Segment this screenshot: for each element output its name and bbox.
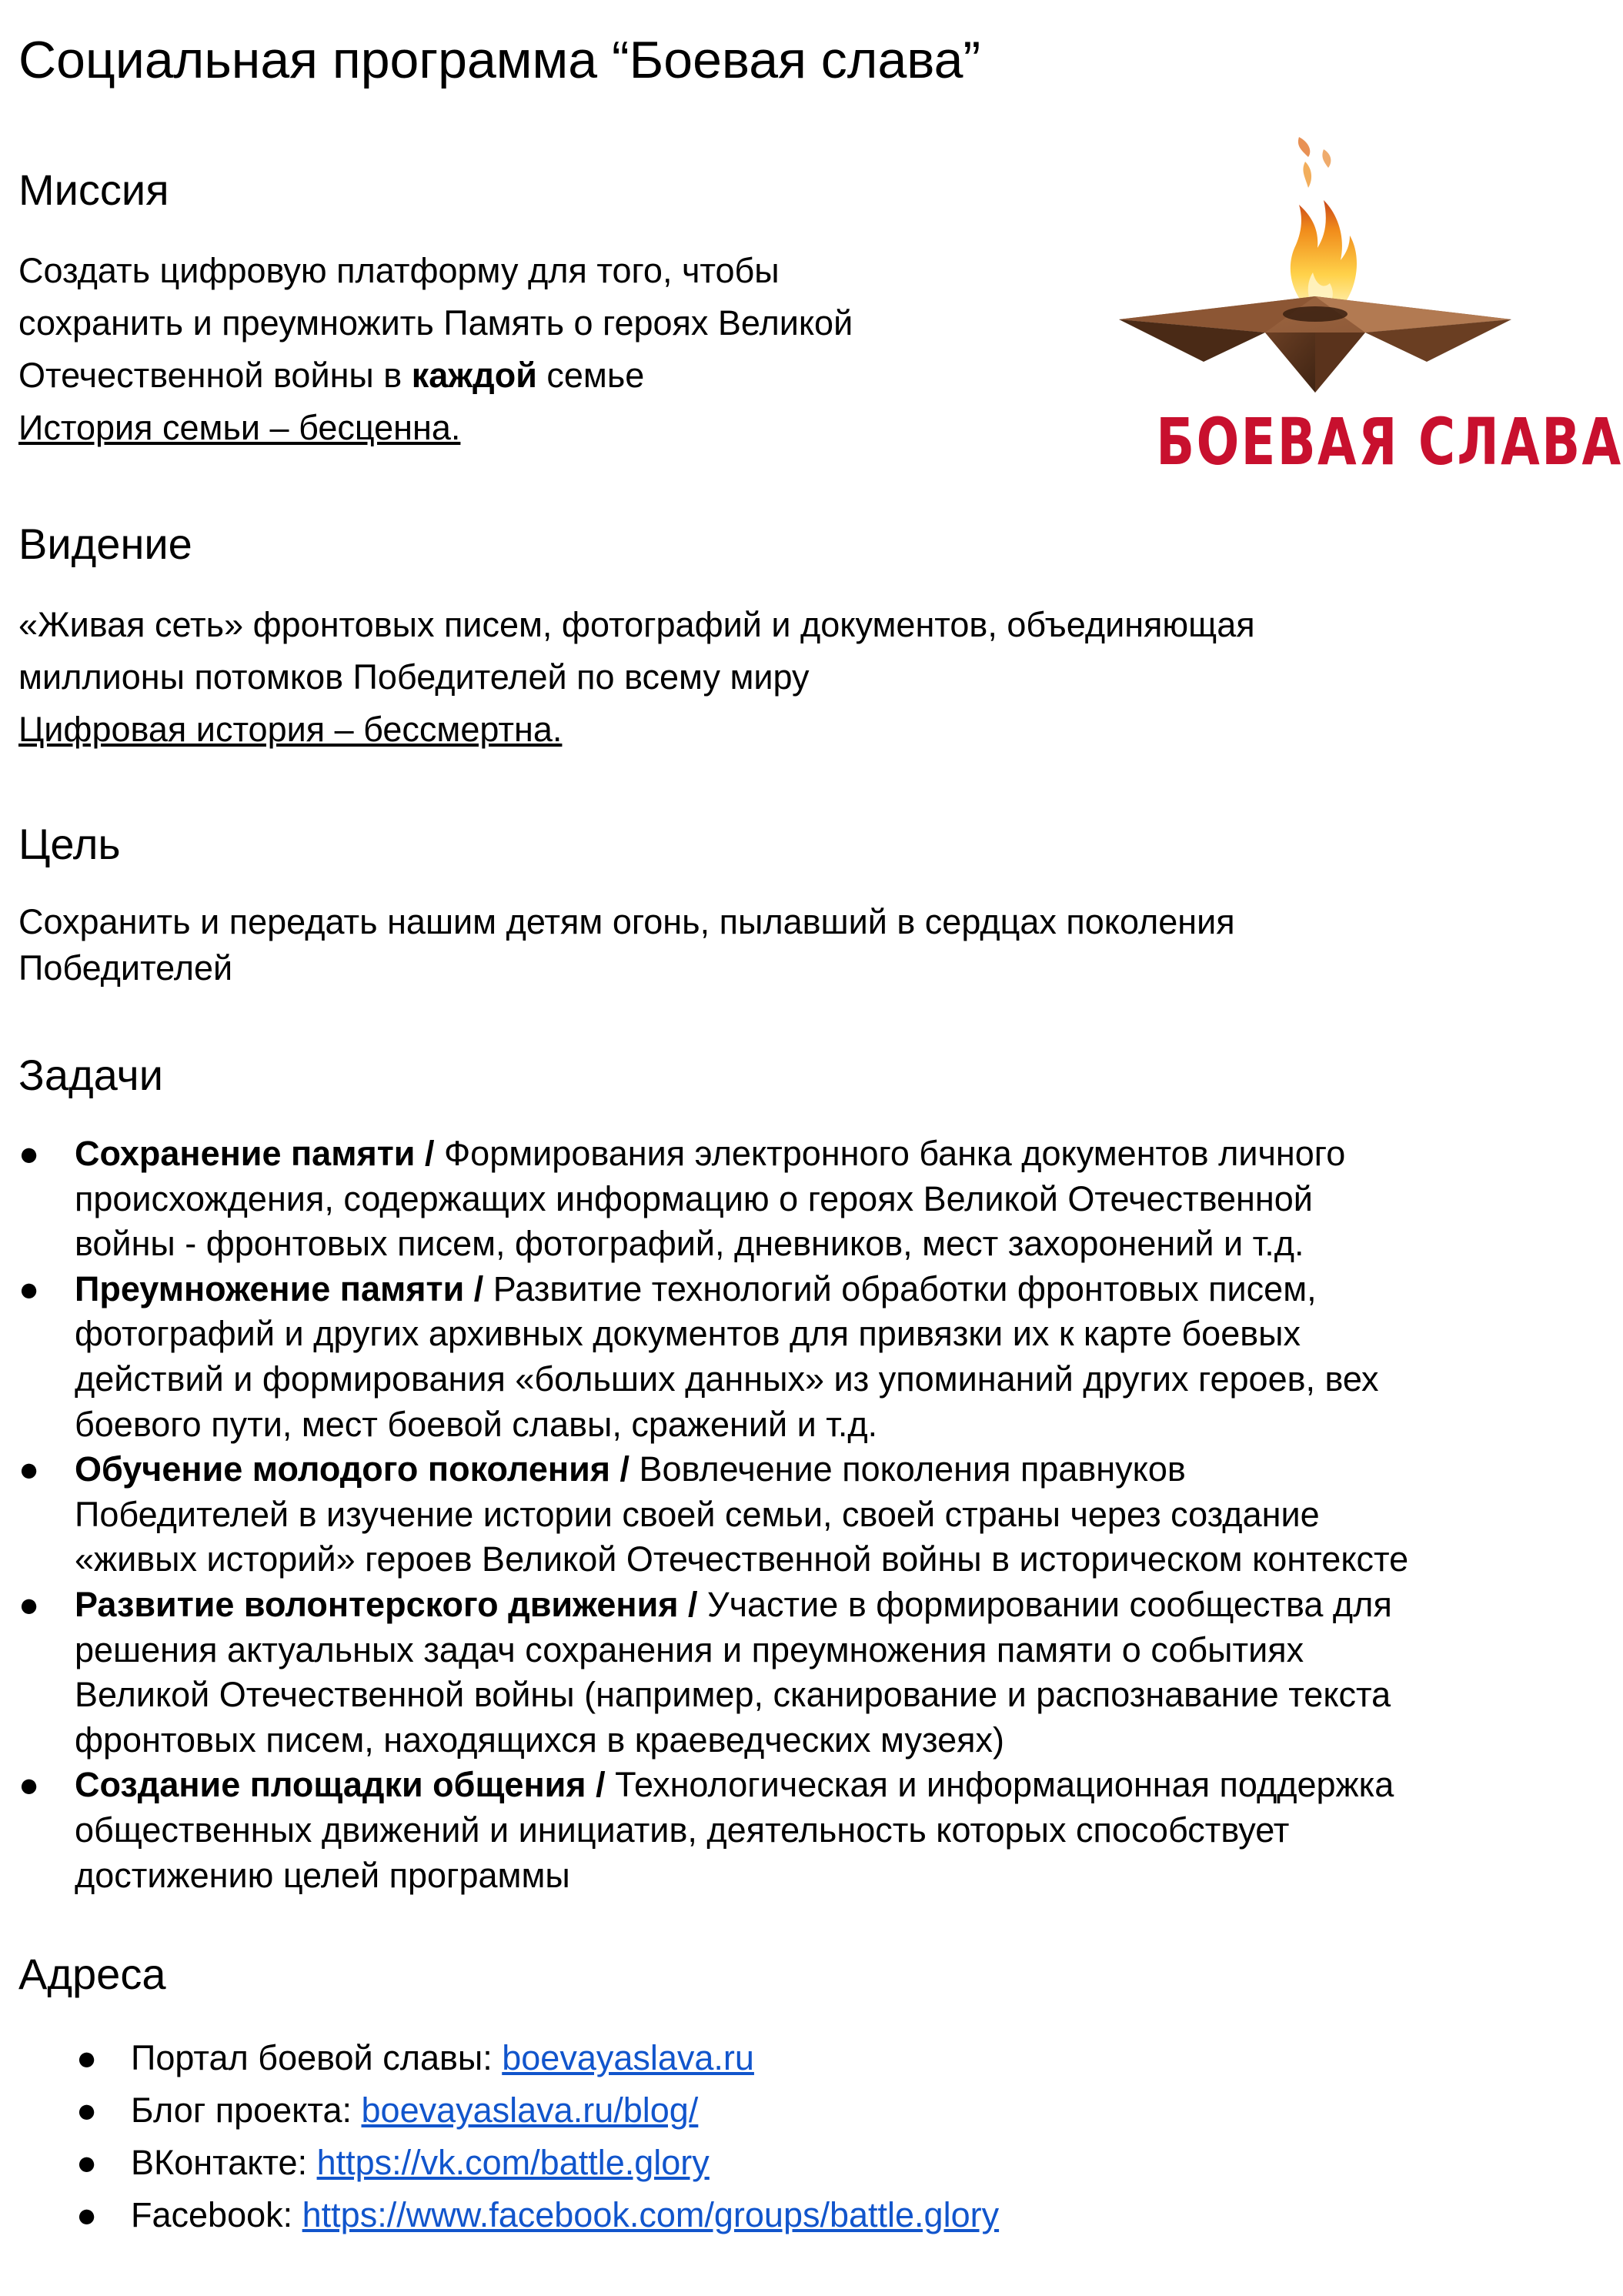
address-label: Блог проекта: [131,2090,362,2130]
task-text: Развитие технологий обработки фронтовых писем, [483,1268,1317,1308]
blog-link[interactable]: boevayaslava.ru/blog/ [361,2090,699,2130]
portal-link[interactable]: boevayaslava.ru [502,2038,754,2077]
bullet-icon: ● [76,2195,98,2234]
bullet-icon: ● [18,1449,40,1489]
task-title: Обучение молодого поколения / [75,1449,629,1489]
bullet-icon: ● [18,1584,40,1624]
tasks-list [18,1131,1550,1898]
task-line: «живых историй» героев Великой Отечественной войны в историческом контексте [75,1539,1409,1579]
address-label: ВКонтакте: [131,2143,317,2182]
address-label: Портал боевой славы: [131,2038,503,2077]
bullet-icon: ● [18,1134,40,1173]
task-title: Преумножение памяти / [75,1268,484,1308]
mission-motto: История семьи – бесценна. [18,408,461,447]
task-line [75,1131,1550,1177]
vision-heading: Видение [18,520,192,568]
logo-text: БОЕВАЯ СЛАВА [1156,404,1623,480]
address-item-facebook [18,2189,999,2241]
task-line: войны - фронтовых писем, фотографий, дневников, мест захоронений и т.д. [75,1224,1304,1264]
task-text: Технологическая и информационная поддержка [605,1765,1394,1805]
vision-line-2: миллионы потомков Победителей по всему миру [18,657,810,697]
logo [1111,131,1623,500]
bullet-icon: ● [76,2090,98,2130]
task-line: происхождения, содержащих информацию о героях Великой Отечественной [75,1178,1313,1218]
mission-line-1: Создать цифровую платформу для того, чтобы [18,251,780,290]
tasks-heading: Задачи [18,1051,164,1099]
bullet-icon: ● [18,1765,40,1805]
goal-text [18,899,1235,991]
goal-line-1: Сохранить и передать нашим детям огонь, пылавший в сердцах поколения [18,902,1235,941]
goal-heading: Цель [18,820,121,868]
task-line: общественных движений и инициатив, деятельность которых способствует [75,1810,1290,1850]
task-text: Участие в формировании сообщества для [697,1584,1392,1624]
mission-heading: Миссия [18,165,169,214]
facebook-link[interactable]: https://www.facebook.com/groups/battle.glory [302,2195,1000,2234]
mission-text [18,245,853,454]
task-line: Победителей в изучение истории своей семьи, своей страны через создание [75,1494,1320,1534]
task-title: Создание площадки общения / [75,1765,606,1805]
address-label: Facebook: [131,2195,302,2234]
task-title: Сохранение памяти / [75,1134,435,1173]
eternal-flame-star-icon [1111,131,1519,408]
task-item-education [18,1447,1550,1582]
task-item-multiply [18,1267,1550,1447]
document-title: Социальная программа “Боевая слава” [18,31,981,89]
task-text: Формирования электронного банка документов личного [434,1134,1346,1173]
task-line: боевого пути, мест боевой славы, сражений и т.д. [75,1404,878,1444]
task-line: действий и формирования «больших данных» из упоминаний других героев, вех [75,1359,1379,1399]
goal-line-2: Победителей [18,948,233,988]
task-line [75,1763,1550,1808]
task-item-volunteer [18,1582,1550,1763]
mission-line-3-end: семье [536,356,645,395]
mission-line-3 [18,349,853,402]
bullet-icon: ● [18,1268,40,1308]
task-line [75,1447,1550,1492]
address-item-vk [18,2137,999,2189]
task-line: достижению целей программы [75,1855,570,1895]
task-line: фронтовых писем, находящихся в краеведческих музеях) [75,1719,1004,1760]
address-item-blog [18,2084,999,2137]
task-line: решения актуальных задач сохранения и преумножения памяти о событиях [75,1629,1304,1669]
task-line: Великой Отечественной войны (например, сканирование и распознавание текста [75,1675,1391,1715]
mission-line-2: сохранить и преумножить Память о героях Великой [18,303,853,343]
task-line [75,1582,1550,1628]
task-item-community [18,1763,1550,1898]
addresses-heading: Адреса [18,1950,166,1998]
task-title: Развитие волонтерского движения / [75,1584,698,1624]
address-item-portal [18,2032,999,2084]
task-item-preserve [18,1131,1550,1267]
mission-emphasis: каждой [411,356,537,395]
vision-line-1: «Живая сеть» фронтовых писем, фотографий и документов, объединяющая [18,605,1255,644]
task-line: фотографий и других архивных документов для привязки их к карте боевых [75,1314,1301,1354]
bullet-icon: ● [76,2143,98,2182]
task-line [75,1267,1550,1312]
vk-link[interactable]: https://vk.com/battle.glory [316,2143,710,2182]
vision-motto: Цифровая история – бессмертна. [18,710,563,749]
task-text: Вовлечение поколения правнуков [629,1449,1186,1489]
bullet-icon: ● [76,2038,98,2077]
mission-line-3-start: Отечественной войны в [18,356,412,395]
vision-text [18,599,1255,756]
addresses-list [18,2032,999,2241]
